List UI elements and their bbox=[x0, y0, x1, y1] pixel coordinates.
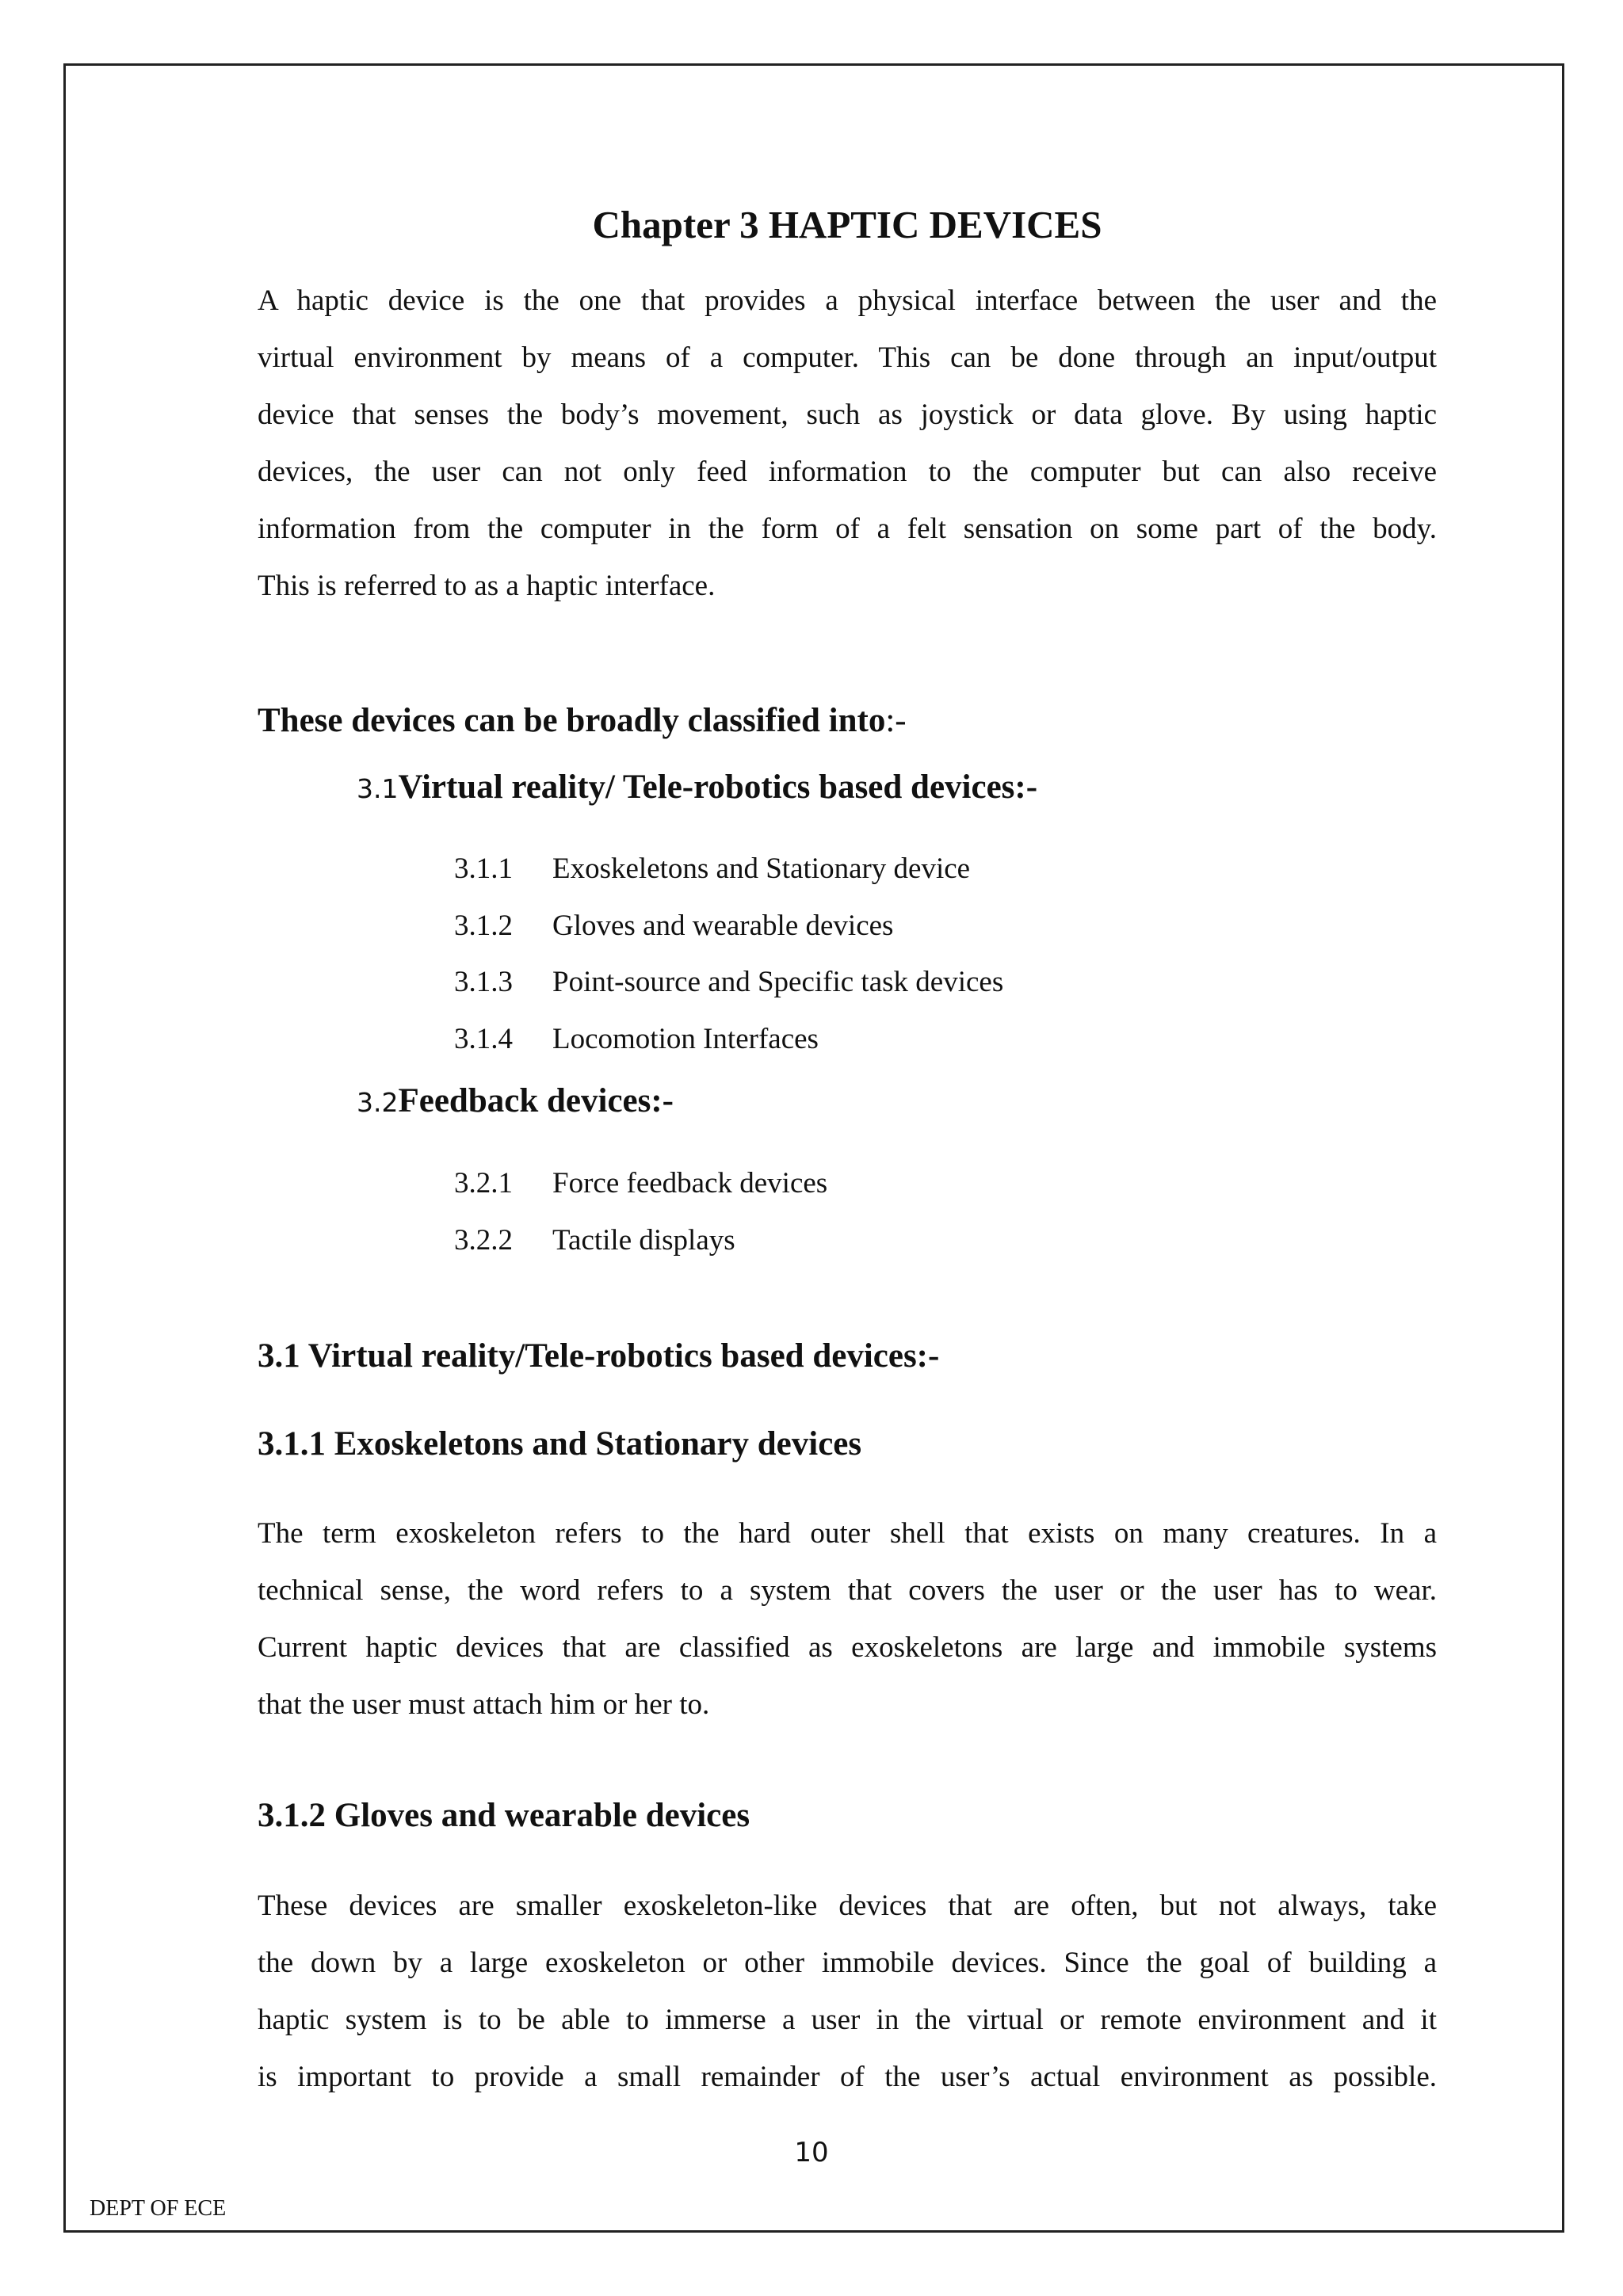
text-line: technical sense, the word refers to a system that covers the user or the user has to wear. bbox=[258, 1574, 1437, 1607]
classification-heading-tail: :- bbox=[885, 702, 907, 739]
group-heading-feedback bbox=[357, 1077, 674, 1127]
list-item-label: Tactile displays bbox=[552, 1224, 735, 1257]
text-line: information from the computer in the form of a felt sensation on some part of the body. bbox=[258, 513, 1437, 545]
text-line: that the user must attach him or her to. bbox=[258, 1688, 710, 1721]
text-line: virtual environment by means of a computer. This can be done through an input/output bbox=[258, 341, 1437, 374]
group-title: Feedback devices:- bbox=[398, 1082, 674, 1119]
text-line: This is referred to as a haptic interface. bbox=[258, 570, 716, 602]
section-heading-3-1-2: 3.1.2 Gloves and wearable devices bbox=[258, 1797, 750, 1834]
gloves-paragraph bbox=[258, 1878, 1437, 2106]
list-item-number: 3.2.1 bbox=[454, 1167, 513, 1199]
classification-heading-text: These devices can be broadly classified into bbox=[258, 702, 886, 739]
text-line: is important to provide a small remainder of the user’s actual environment as possible. bbox=[258, 2061, 1437, 2093]
classification-heading bbox=[258, 697, 907, 745]
list-item-number: 3.2.2 bbox=[454, 1224, 513, 1257]
list-item bbox=[454, 963, 1003, 1002]
list-item-number: 3.1.3 bbox=[454, 966, 513, 998]
list-item-label: Gloves and wearable devices bbox=[552, 910, 894, 942]
list-item-number: 3.1.1 bbox=[454, 852, 513, 885]
text-line: The term exoskeleton refers to the hard outer shell that exists on many creatures. In a bbox=[258, 1517, 1437, 1550]
text-line: device that senses the body’s movement, such as joystick or data glove. By using haptic bbox=[258, 399, 1437, 431]
intro-paragraph bbox=[258, 273, 1437, 615]
section-heading-3-1-1: 3.1.1 Exoskeletons and Stationary devices bbox=[258, 1425, 862, 1463]
list-item-label: Exoskeletons and Stationary device bbox=[552, 852, 971, 885]
list-item-label: Force feedback devices bbox=[552, 1167, 828, 1199]
page-number: 10 bbox=[794, 2137, 829, 2168]
list-item-number: 3.1.4 bbox=[454, 1023, 513, 1055]
text-line: A haptic device is the one that provides a physical interface between the user and the bbox=[258, 284, 1437, 317]
exoskeleton-paragraph bbox=[258, 1505, 1437, 1733]
chapter-title: Chapter 3 HAPTIC DEVICES bbox=[592, 203, 1102, 246]
text-line: the down by a large exoskeleton or other immobile devices. Since the goal of building a bbox=[258, 1947, 1437, 1979]
footer-department: DEPT OF ECE bbox=[90, 2196, 227, 2221]
text-line: Current haptic devices that are classified as exoskeletons are large and immobile systems bbox=[258, 1631, 1437, 1664]
list-item bbox=[454, 849, 970, 889]
list-item-label: Locomotion Interfaces bbox=[552, 1023, 819, 1055]
list-item bbox=[454, 1221, 735, 1261]
group-number: 3.2 bbox=[357, 1087, 399, 1118]
text-line: These devices are smaller exoskeleton-like devices that are often, but not always, take bbox=[258, 1890, 1437, 1922]
text-line: devices, the user can not only feed information to the computer but can also receive bbox=[258, 456, 1437, 488]
group-number: 3.1 bbox=[357, 773, 399, 804]
list-item-label: Point-source and Specific task devices bbox=[552, 966, 1004, 998]
list-item bbox=[454, 1164, 827, 1203]
group-title: Virtual reality/ Tele-robotics based devices:- bbox=[398, 769, 1038, 806]
section-heading-3-1: 3.1 Virtual reality/Tele-robotics based devices:- bbox=[258, 1337, 940, 1375]
list-item bbox=[454, 906, 893, 946]
group-heading-virtual-reality bbox=[357, 764, 1037, 813]
text-line: haptic system is to be able to immerse a user in the virtual or remote environment and it bbox=[258, 2004, 1437, 2036]
list-item bbox=[454, 1020, 819, 1059]
list-item-number: 3.1.2 bbox=[454, 910, 513, 942]
